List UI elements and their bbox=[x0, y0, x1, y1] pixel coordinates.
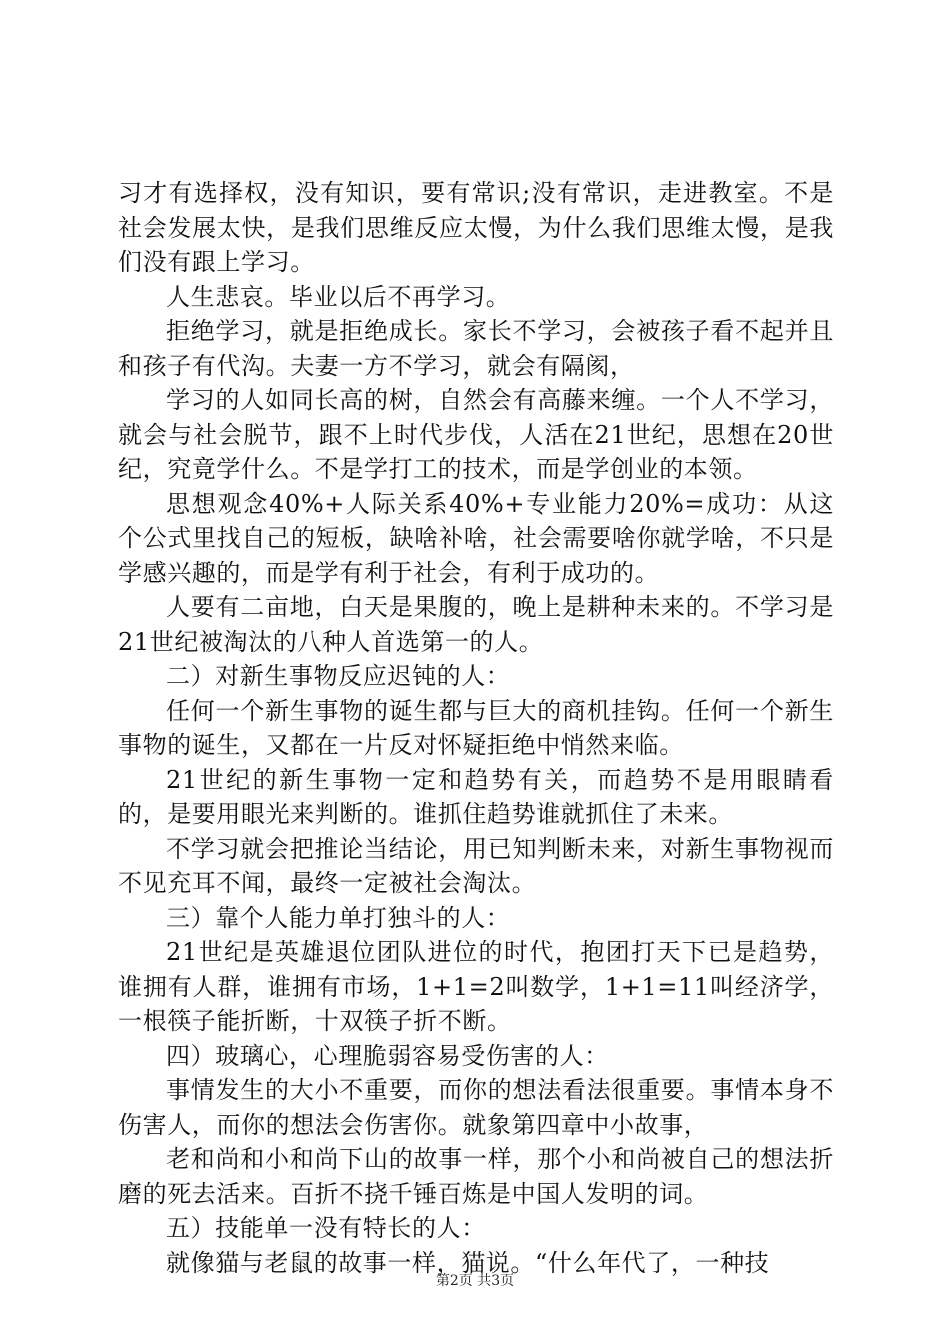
paragraph: 学习的人如同长高的树，自然会有高藤来缠。一个人不学习，就会与社会脱节，跟不上时代步伐，人活在21世纪，思想在20世纪，究竟学什么。不是学打工的技术，而是学创业的本领。 bbox=[118, 386, 834, 483]
paragraph: 21世纪的新生事物一定和趋势有关，而趋势不是用眼睛看的，是要用眼光来判断的。谁抓住趋势谁就抓住了未来。 bbox=[118, 765, 834, 828]
section-heading: 三）靠个人能力单打独斗的人： bbox=[166, 903, 511, 932]
paragraph: 老和尚和小和尚下山的故事一样，那个小和尚被自己的想法折磨的死去活来。百折不挠千锤百炼是中国人发明的词。 bbox=[118, 1145, 834, 1208]
paragraph: 人要有二亩地，白天是果腹的，晚上是耕种未来的。不学习是21世纪被淘汰的八种人首选第一的人。 bbox=[118, 593, 834, 656]
paragraph: 21世纪是英雄退位团队进位的时代，抱团打天下已是趋势，谁拥有人群，谁拥有市场，1+1=2叫数学，1+1=11叫经济学，一根筷子能折断，十双筷子折不断。 bbox=[118, 938, 834, 1035]
paragraph: 事情发生的大小不重要，而你的想法看法很重要。事情本身不伤害人，而你的想法会伤害你。就象第四章中小故事， bbox=[118, 1076, 834, 1139]
paragraph: 不学习就会把推论当结论，用已知判断未来，对新生事物视而不见充耳不闻，最终一定被社会淘汰。 bbox=[118, 834, 834, 897]
paragraph: 拒绝学习，就是拒绝成长。家长不学习，会被孩子看不起并且和孩子有代沟。夫妻一方不学习，就会有隔阂， bbox=[118, 317, 834, 380]
paragraph: 人生悲哀。毕业以后不再学习。 bbox=[166, 282, 511, 311]
body-text bbox=[118, 176, 834, 1280]
paragraph: 就像猫与老鼠的故事一样，猫说。“什么年代了，一种技 bbox=[166, 1248, 770, 1277]
section-heading: 四）玻璃心，心理脆弱容易受伤害的人： bbox=[166, 1041, 609, 1070]
page-number-footer: 第2页 共3页 bbox=[435, 1273, 515, 1289]
paragraph: 思想观念40%+人际关系40%+专业能力20%=成功：从这个公式里找自己的短板，缺啥补啥，社会需要啥你就学啥，不只是学感兴趣的，而是学有利于社会，有利于成功的。 bbox=[118, 489, 834, 587]
section-heading: 二）对新生事物反应迟钝的人： bbox=[166, 662, 511, 690]
section-heading: 五）技能单一没有特长的人： bbox=[166, 1214, 486, 1242]
paragraph: 任何一个新生事物的诞生都与巨大的商机挂钩。任何一个新生事物的诞生，又都在一片反对怀疑拒绝中悄然来临。 bbox=[118, 696, 834, 759]
paragraph: 习才有选择权，没有知识，要有常识;没有常识，走进教室。不是社会发展太快，是我们思维反应太慢，为什么我们思维太慢，是我们没有跟上学习。 bbox=[118, 179, 834, 276]
